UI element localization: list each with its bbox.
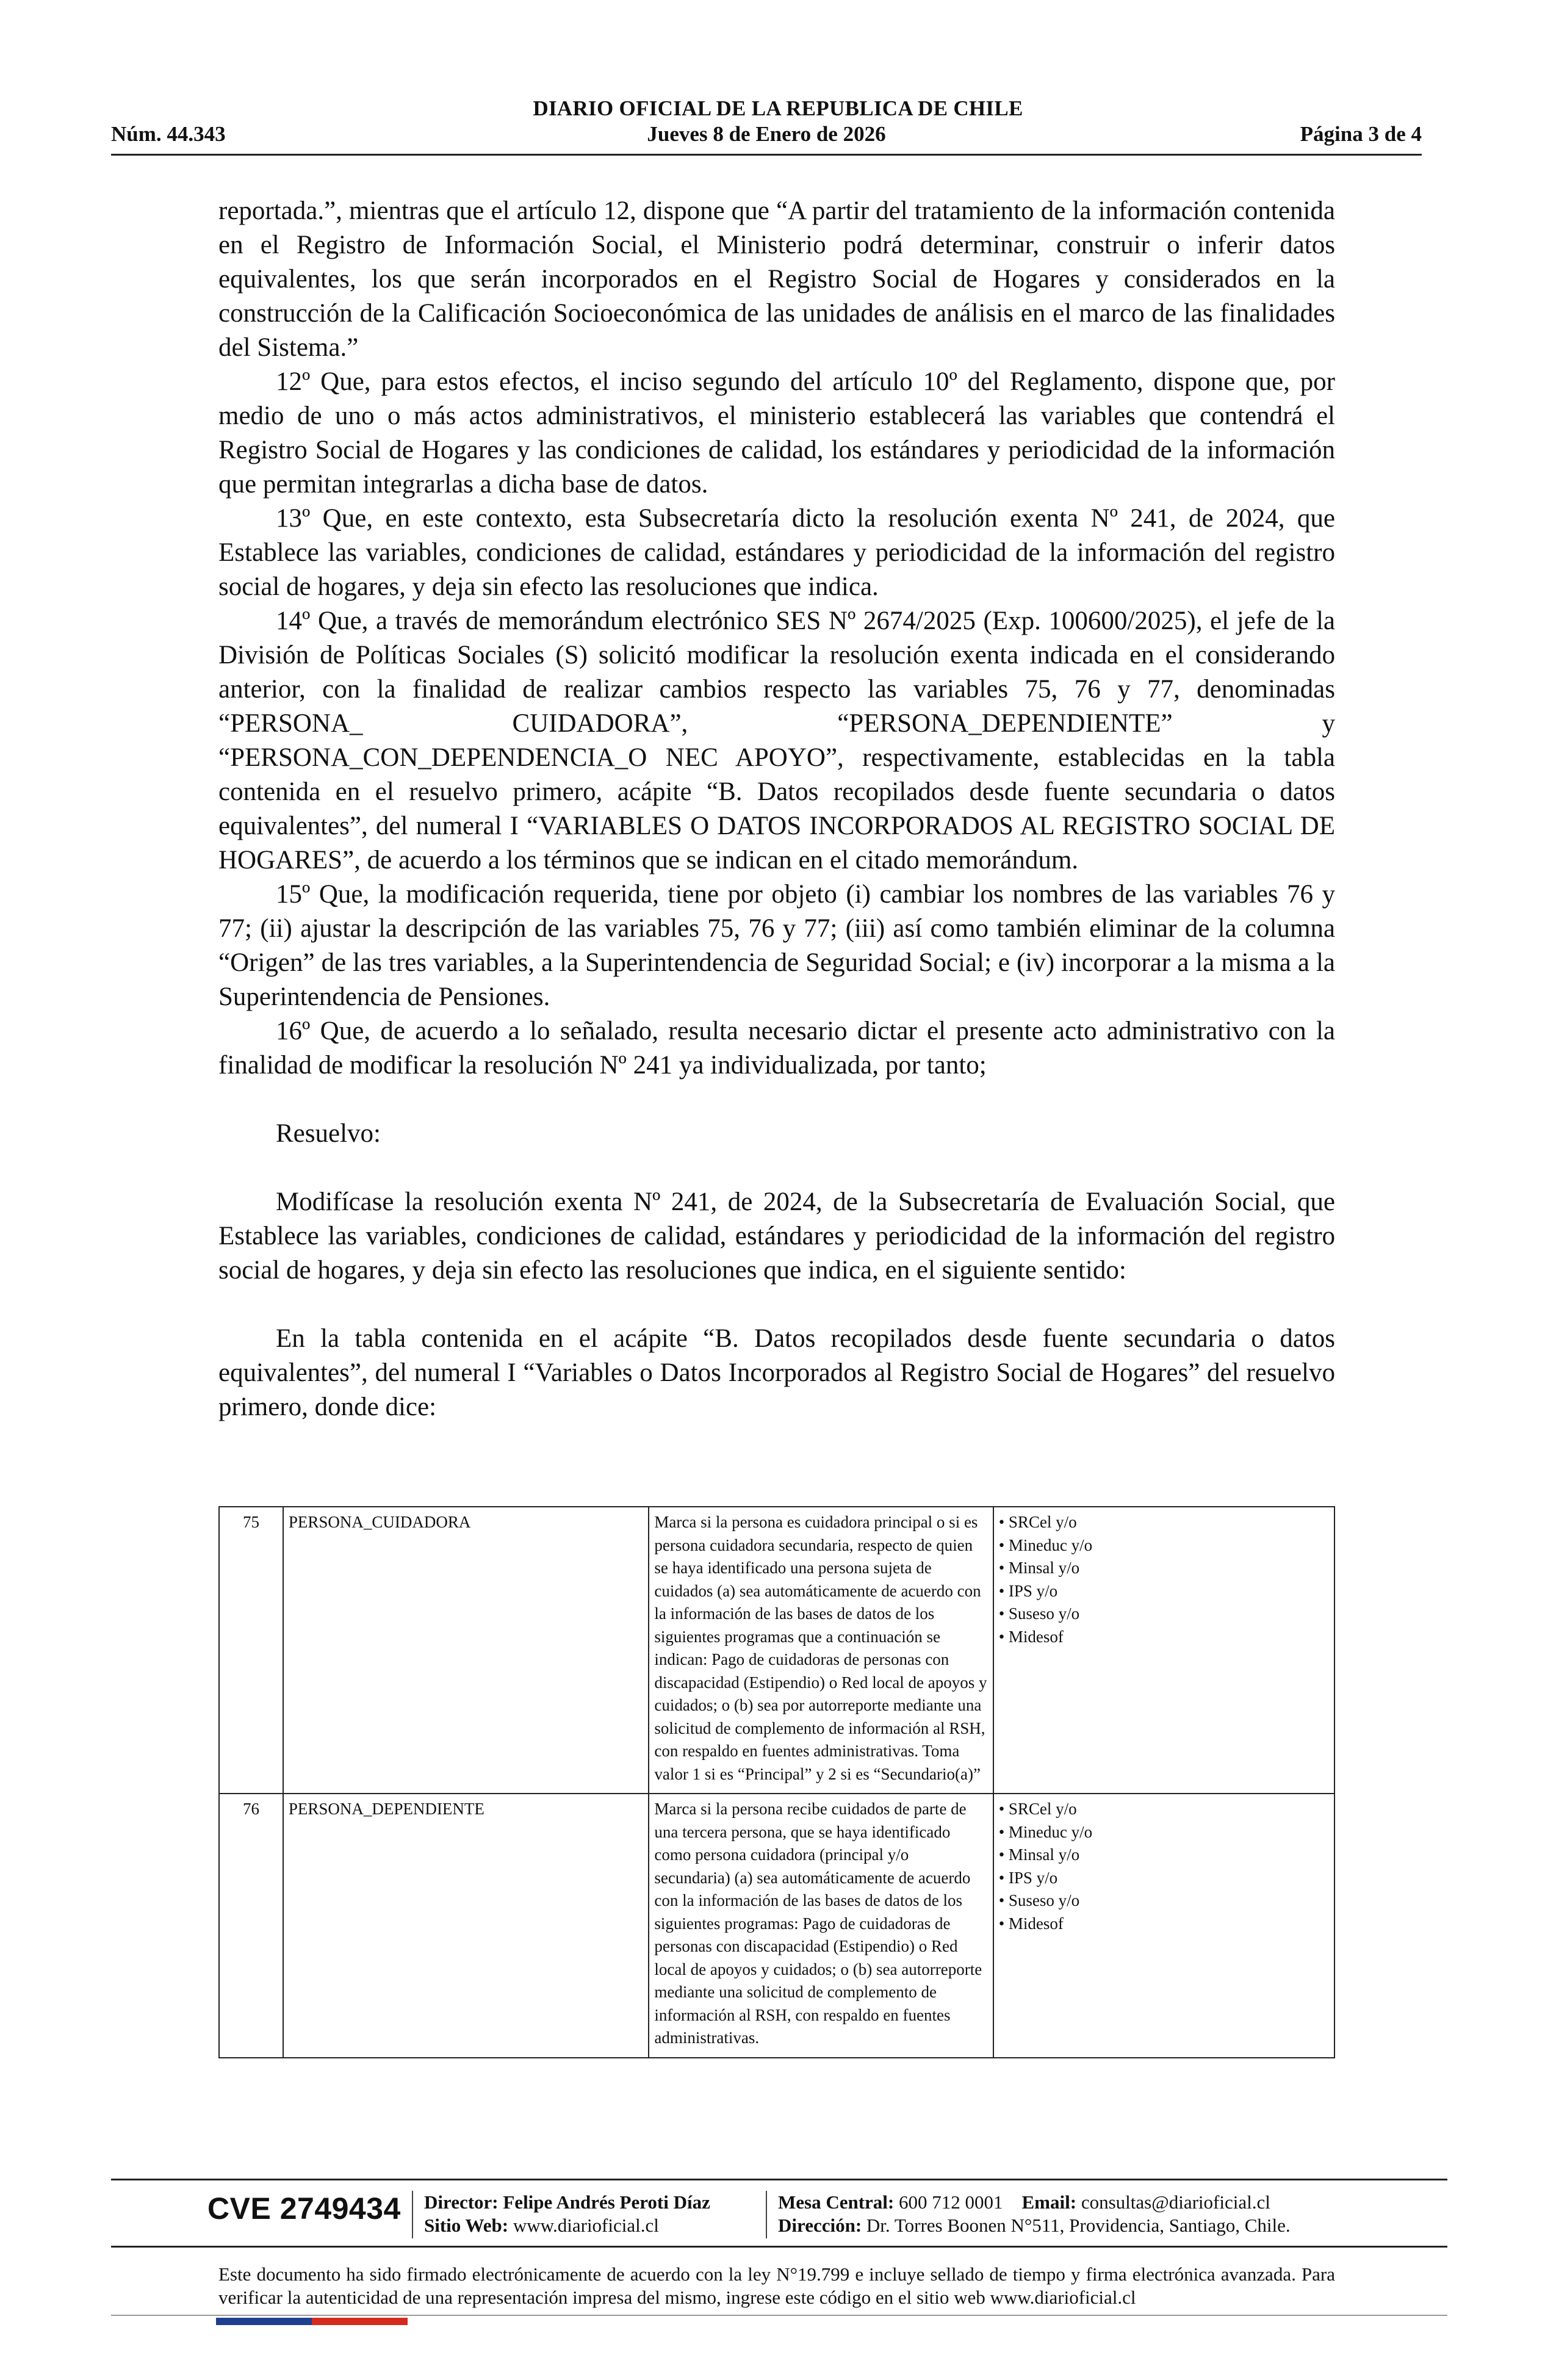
source-item: • Mineduc y/o xyxy=(998,1822,1093,1841)
source-item: • SRCel y/o xyxy=(998,1800,1077,1818)
source-item: • Suseso y/o xyxy=(998,1604,1080,1623)
site-link[interactable]: www.diarioficial.cl xyxy=(513,2215,659,2236)
footer-director-block xyxy=(424,2191,710,2237)
site-label: Sitio Web: xyxy=(424,2215,509,2236)
address-text: Dr. Torres Boonen N°511, Providencia, Santiago, Chile. xyxy=(866,2215,1291,2236)
source-item: • Midesof xyxy=(998,1627,1064,1646)
source-item: • Minsal y/o xyxy=(998,1559,1080,1577)
variable-description: Marca si la persona es cuidadora principal o si es persona cuidadora secundaria, respecto de quien se haya identificado una persona sujeta de cuidados (a) sea automáticamente de acuerdo con la información de las bases de datos de los siguientes programas que a continuación se indican: Pago de cuidadoras de personas con discapacidad (Estipendio) o Red local de apoyos y cuidados; o (b) sea por autorreporte mediante una solicitud de complemento de información al RSH, con respaldo en fuentes administrativas. Toma valor 1 si es “Principal” y 2 si es “Secundario(a)” xyxy=(649,1507,993,1794)
variable-number: 76 xyxy=(219,1794,283,2058)
legal-notice: Este documento ha sido firmado electrónicamente de acuerdo con la ley N°19.799 e incluye sellado de tiempo y firma electrónica avanzada. Para verificar la autenticidad de una representación impresa del mismo, ingrese este código en el sitio web www.diarioficial.cl xyxy=(218,2263,1335,2308)
variable-number: 75 xyxy=(219,1507,283,1794)
page-number: Página 3 de 4 xyxy=(1300,122,1422,146)
director-label: Director: xyxy=(424,2191,499,2213)
footer-separator xyxy=(766,2191,767,2238)
flag-stripe-red xyxy=(312,2318,408,2325)
paragraph-tabla: En la tabla contenida en el acápite “B. Datos recopilados desde fuente secundaria o datos equivalentes”, del numeral I “Variables o Datos Incorporados al Registro Social de Hogares” del resuelvo primero, donde dice: xyxy=(218,1324,1335,1421)
email-label: Email: xyxy=(1021,2191,1077,2213)
header-row xyxy=(111,122,1422,150)
footer-divider-bottom xyxy=(111,2315,1447,2316)
source-item: • IPS y/o xyxy=(998,1868,1058,1887)
paragraph-modificase: Modifícase la resolución exenta Nº 241, de 2024, de la Subsecretaría de Evaluación Social, que Establece las variables, condiciones de calidad, estándares y periodicidad de la información del registro social de hogares, y deja sin efecto las resoluciones que indica, en el siguiente sentido: xyxy=(218,1188,1335,1285)
variable-name: PERSONA_CUIDADORA xyxy=(283,1507,649,1794)
footer-separator xyxy=(412,2191,413,2238)
source-item: • Suseso y/o xyxy=(998,1891,1080,1909)
header-divider xyxy=(111,154,1422,156)
variable-sources xyxy=(993,1507,1334,1794)
paragraph-continuation: reportada.”, mientras que el artículo 12, dispone que “A partir del tratamiento de la información contenida en el Registro de Información Social, el Ministerio podrá determinar, construir o inferir datos equivalentes, los que serán incorporados en el Registro Social de Hogares y considerados en la construcción de la Calificación Socioeconómica de las unidades de análisis en el marco de las finalidades del Sistema.” xyxy=(218,197,1335,362)
table-row xyxy=(219,1794,1334,2058)
paragraph-15: 15º Que, la modificación requerida, tiene por objeto (i) cambiar los nombres de las variables 76 y 77; (ii) ajustar la descripción de las variables 75, 76 y 77; (iii) así como también eliminar de la columna “Origen” de las tres variables, a la Superintendencia de Seguridad Social; e (iv) incorporar a la misma a la Superintendencia de Pensiones. xyxy=(218,880,1335,1011)
paragraph-12: 12º Que, para estos efectos, el inciso segundo del artículo 10º del Reglamento, dispone que, por medio de uno o más actos administrativos, el ministerio establecerá las variables que contendrá el Registro Social de Hogares y las condiciones de calidad, los estándares y periodicidad de la información que permitan integrarlas a dicha base de datos. xyxy=(218,367,1335,499)
newspaper-title: DIARIO OFICIAL DE LA REPUBLICA DE CHILE xyxy=(533,96,1023,120)
issue-number: Núm. 44.343 xyxy=(111,122,226,146)
variable-description: Marca si la persona recibe cuidados de parte de una tercera persona, que se haya identificado como persona cuidadora (principal y/o secundaria) (a) sea automáticamente de acuerdo con la información de las bases de datos de los siguientes programas: Pago de cuidadoras de personas con discapacidad (Estipendio) o Red local de apoyos y cuidados; o (b) sea autorreporte mediante una solicitud de complemento de información al RSH, con respaldo en fuentes administrativas. xyxy=(649,1794,993,2058)
paragraph-16: 16º Que, de acuerdo a lo señalado, resulta necesario dictar el presente acto administrativo con la finalidad de modificar la resolución Nº 241 ya individualizada, por tanto; xyxy=(218,1017,1335,1080)
source-item: • Midesof xyxy=(998,1914,1064,1933)
cve-code: CVE 2749434 xyxy=(207,2191,401,2226)
variable-sources xyxy=(993,1794,1334,2058)
source-item: • Minsal y/o xyxy=(998,1845,1080,1864)
resuelvo-heading: Resuelvo: xyxy=(276,1119,381,1148)
footer-divider-top xyxy=(111,2179,1447,2180)
source-item: • SRCel y/o xyxy=(998,1513,1077,1531)
variable-name: PERSONA_DEPENDIENTE xyxy=(283,1794,649,2058)
table-row xyxy=(219,1507,1334,1794)
source-item: • Mineduc y/o xyxy=(998,1535,1093,1554)
flag-stripe-blue xyxy=(216,2318,312,2325)
document-body xyxy=(218,194,1335,1424)
address-label: Dirección: xyxy=(778,2215,862,2236)
footer-divider-middle xyxy=(111,2246,1447,2248)
issue-date: Jueves 8 de Enero de 2026 xyxy=(647,122,886,146)
mesa-label: Mesa Central: xyxy=(778,2191,895,2213)
paragraph-13: 13º Que, en este contexto, esta Subsecretaría dicto la resolución exenta Nº 241, de 2024, que Establece las variables, condiciones de calidad, estándares y periodicidad de la información del registro social de hogares, y deja sin efecto las resoluciones que indica. xyxy=(218,504,1335,601)
variables-table xyxy=(218,1506,1335,2058)
source-item: • IPS y/o xyxy=(998,1581,1058,1600)
paragraph-14: 14º Que, a través de memorándum electrónico SES Nº 2674/2025 (Exp. 100600/2025), el jefe de la División de Políticas Sociales (S) solicitó modificar la resolución exenta indicada en el considerando anterior, con la finalidad de realizar cambios respecto las variables 75, 76 y 77, denominadas “PERSONA_ CUIDADORA”, “PERSONA_DEPENDIENTE” y “PERSONA_CON_DEPENDENCIA_O NEC APOYO”, respectivamente, establecidas en la tabla contenida en el resuelvo primero, acápite “B. Datos recopilados desde fuente secundaria o datos equivalentes”, del numeral I “VARIABLES O DATOS INCORPORADOS AL REGISTRO SOCIAL DE HOGARES”, de acuerdo a los términos que se indican en el citado memorándum. xyxy=(218,607,1335,874)
email-link[interactable]: consultas@diarioficial.cl xyxy=(1081,2191,1270,2213)
director-name: Felipe Andrés Peroti Díaz xyxy=(503,2191,710,2213)
flag-stripe xyxy=(216,2318,408,2325)
footer-contact-block xyxy=(778,2191,1291,2237)
mesa-phone: 600 712 0001 xyxy=(899,2191,1003,2213)
